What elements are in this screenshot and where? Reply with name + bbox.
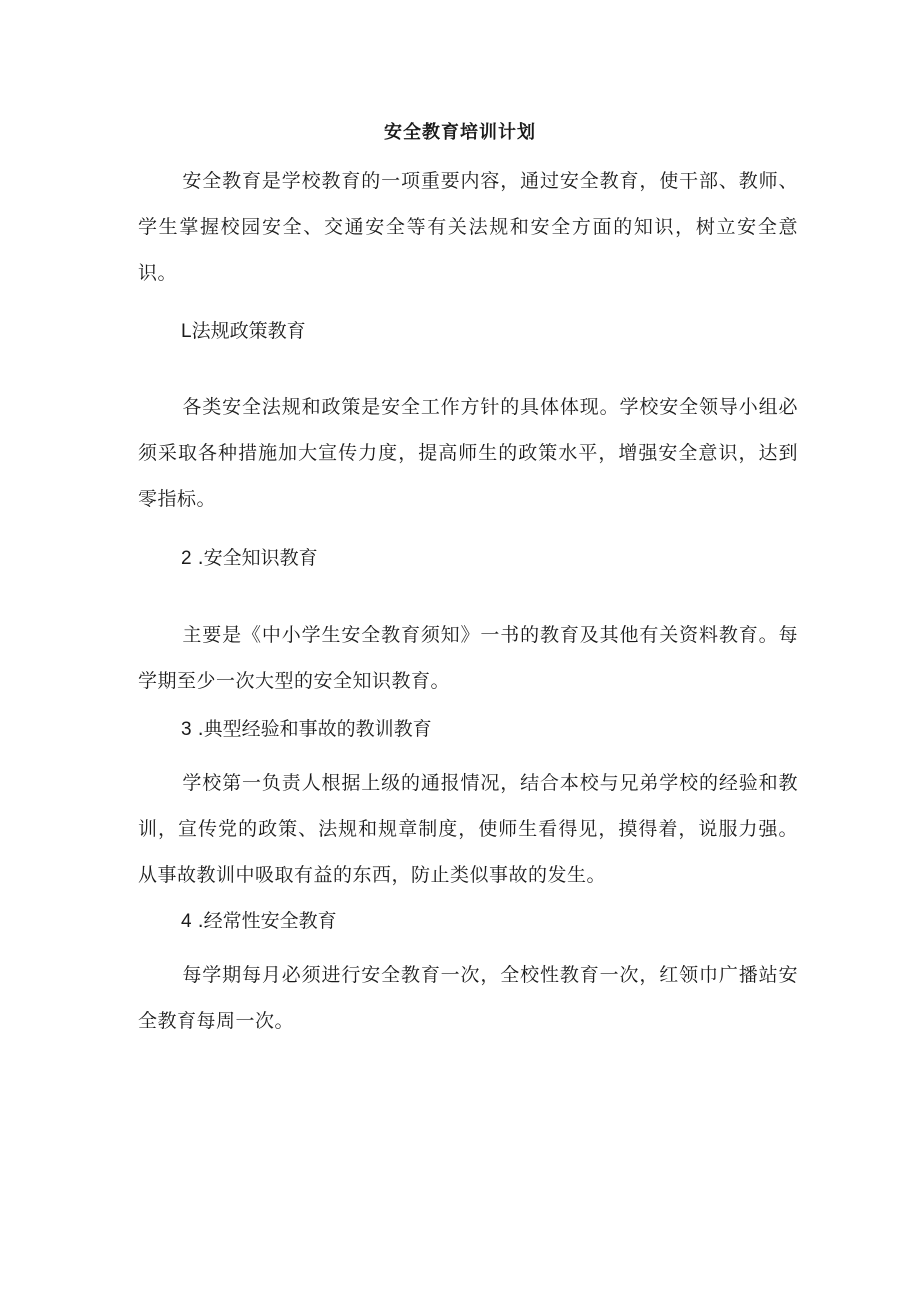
section-body-text: 学校第一负责人根据上级的通报情况，结合本校与兄弟学校的经验和教训，宣传党的政策、法规和规章制度，使师生看得见，摸得着，说服力强。从事故教训中吸取有益的东西，防止类似事故的发生。: [138, 772, 798, 886]
section-title: .安全知识教育: [191, 547, 318, 569]
section-body-2: [138, 612, 798, 704]
section-title: .经常性安全教育: [191, 910, 337, 932]
section-number: 2: [181, 548, 192, 569]
section-body-text: 每学期每月必须进行安全教育一次，全校性教育一次，红领巾广播站安全教育每周一次。: [138, 964, 798, 1032]
section-body-text: 主要是《中小学生安全教育须知》一书的教育及其他有关资料教育。每学期至少一次大型的安全知识教育。: [138, 624, 798, 692]
section-heading-2: [181, 543, 318, 574]
section-body-1: [138, 384, 798, 522]
document-title: 安全教育培训计划: [384, 122, 536, 143]
section-heading-3: [181, 714, 432, 745]
section-number: 4: [181, 911, 192, 932]
intro-paragraph: [138, 158, 798, 296]
section-body-text: 各类安全法规和政策是安全工作方针的具体体现。学校安全领导小组必须采取各种措施加大宣传力度，提高师生的政策水平，增强安全意识，达到零指标。: [138, 396, 798, 510]
section-heading-4: [181, 906, 337, 937]
section-body-4: [138, 952, 798, 1044]
section-title: 法规政策教育: [191, 320, 306, 342]
section-number: L: [181, 321, 192, 342]
section-title: .典型经验和事故的教训教育: [191, 718, 432, 740]
section-heading-1: [181, 316, 306, 347]
section-body-3: [138, 760, 798, 898]
section-number: 3: [181, 719, 192, 740]
intro-text: 安全教育是学校教育的一项重要内容，通过安全教育，使干部、教师、学生掌握校园安全、交通安全等有关法规和安全方面的知识，树立安全意识。: [138, 170, 798, 284]
